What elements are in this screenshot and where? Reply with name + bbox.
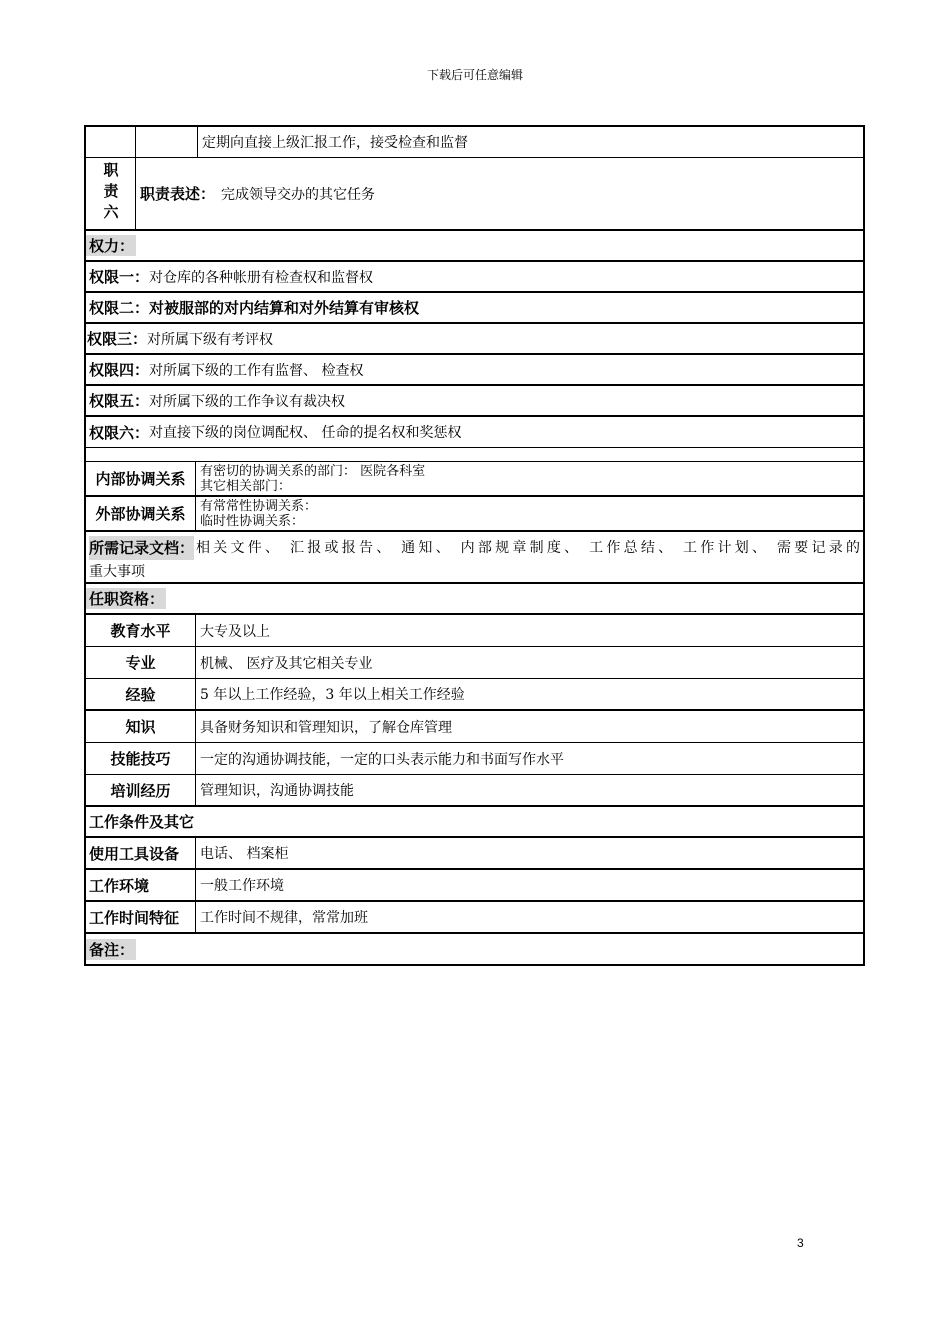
condition-row: 工作环境 一般工作环境 [86,870,863,902]
qualification-row: 经验 5 年以上工作经验，3 年以上相关工作经验 [86,679,863,711]
power-row: 权限四： 对所属下级的工作有监督、 检查权 [86,355,863,386]
duty-desc-label: 职责表述： [140,185,216,203]
records-text-line1: 相关文件、 汇报或报告、 通知、 内部规章制度、 工作总结、 工作计划、 需要记录的 [196,540,860,556]
powers-section-title: 权力： [86,231,863,262]
duty-continuation-row [86,127,863,158]
spacer-row [86,448,863,462]
internal-coordination-line2: 其它相关部门： [200,478,292,494]
external-coordination-row [86,497,863,532]
external-coordination-line2: 临时性协调关系： [200,513,305,529]
condition-row: 工作时间特征 工作时间不规律，常常加班 [86,902,863,934]
external-coordination-label: 外部协调关系 [86,497,196,530]
external-coordination-line1: 有常常性协调关系： [200,498,318,514]
power-row: 权限三： 对所属下级有考评权 [86,324,863,355]
qualification-row: 教育水平 大专及以上 [86,615,863,647]
duty-desc-text: 完成领导交办的其它任务 [221,186,376,203]
notes-label: 备注： [86,939,136,960]
conditions-section-title: 工作条件及其它 [86,807,863,838]
power-row: 权限五： 对所属下级的工作争议有裁决权 [86,386,863,417]
internal-coordination-label: 内部协调关系 [86,462,196,495]
page-number: 3 [797,1236,804,1250]
power-row: 权限二： 对被服部的对内结算和对外结算有审核权 [86,293,863,324]
records-label: 所需记录文档： [89,536,194,560]
power-row: 权限六： 对直接下级的岗位调配权、 任命的提名权和奖惩权 [86,417,863,448]
qualification-row: 技能技巧 一定的沟通协调技能，一定的口头表示能力和书面写作水平 [86,743,863,775]
duty-six-label: 职责六 [86,158,136,229]
qualification-row: 培训经历 管理知识，沟通协调技能 [86,775,863,807]
notes-row [86,934,863,964]
duty-continuation-text: 定期向直接上级汇报工作，接受检查和监督 [202,135,468,151]
records-row [86,532,863,584]
job-description-table [84,125,865,966]
power-row: 权限一： 对仓库的各种帐册有检查权和监督权 [86,262,863,293]
page-header: 下载后可任意编辑 [426,68,523,82]
internal-coordination-row [86,462,863,497]
qualification-row: 知识 具备财务知识和管理知识，了解仓库管理 [86,711,863,743]
internal-coordination-line1: 有密切的协调关系的部门： 医院各科室 [200,463,426,479]
duty-six-row [86,158,863,231]
condition-row: 使用工具设备 电话、 档案柜 [86,838,863,870]
qualification-row: 专业 机械、 医疗及其它相关专业 [86,647,863,679]
records-text-line2: 重大事项 [89,564,145,580]
qualifications-section-title: 任职资格： [86,584,863,615]
